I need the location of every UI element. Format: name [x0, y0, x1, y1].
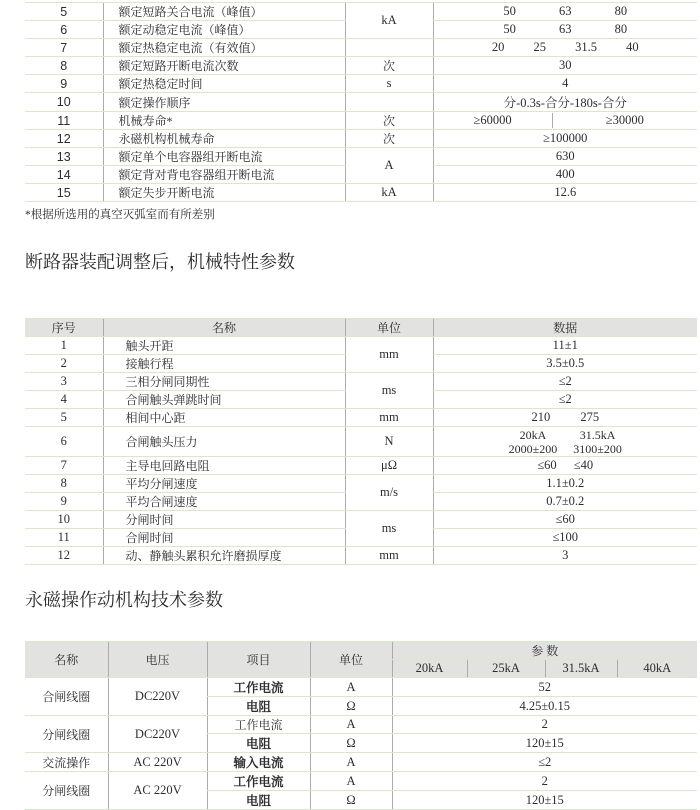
data-cell: 20 25 31.5 40 — [433, 39, 697, 57]
header-seq: 序号 — [25, 319, 103, 337]
unit-cell: 次 — [345, 112, 433, 130]
table-header-row — [25, 319, 697, 337]
name-cell: 触头开距 — [103, 337, 345, 355]
table-row — [25, 547, 697, 565]
data-cell-pressure — [433, 427, 697, 457]
data-cell: 1.1±0.2 — [433, 475, 697, 493]
header-param: 参数 — [392, 642, 697, 660]
unit-cell: m/s — [345, 475, 433, 511]
name-cell: 合闸时间 — [103, 529, 345, 547]
name-cell: 额定背对背电容器组开断电流 — [103, 166, 345, 184]
table-row — [25, 93, 697, 112]
seq-cell: 10 — [25, 93, 103, 112]
unit-cell: 次 — [345, 130, 433, 148]
seq-cell: 5 — [25, 3, 103, 21]
name-cell: 额定动稳定电流（峰值） — [103, 21, 345, 39]
name-cell: 机械寿命* — [103, 112, 345, 130]
item-cell: 电阻 — [207, 734, 310, 753]
table-row — [25, 3, 697, 21]
pressure-col1-value: 2000±200 — [508, 441, 558, 456]
unit-cell: A — [310, 753, 392, 772]
seq-cell: 3 — [25, 373, 103, 391]
name-cell: 额定操作顺序 — [103, 93, 345, 112]
pressure-col2-label: 31.5kA — [579, 427, 616, 442]
mech-table — [25, 318, 697, 565]
table-row — [25, 373, 697, 391]
unit-cell: μΩ — [345, 457, 433, 475]
unit-cell: kA — [345, 184, 433, 202]
unit-cell: ms — [345, 511, 433, 547]
unit-cell-empty — [345, 93, 433, 112]
ratings-table — [25, 2, 697, 202]
item-cell: 工作电流 — [207, 678, 310, 697]
coil-name-cell: 交流操作 — [25, 753, 108, 772]
table-row — [25, 678, 697, 697]
subheader-31ka: 31.5kA — [545, 660, 617, 678]
mech-life-left: ≥60000 — [473, 113, 512, 127]
name-cell: 相间中心距 — [103, 409, 345, 427]
value-cell: 4.25±0.15 — [392, 697, 697, 716]
unit-cell: mm — [345, 409, 433, 427]
value-cell: 2 — [392, 716, 697, 734]
name-cell: 合闸触头压力 — [103, 427, 345, 457]
heading-magnet-params: 永磁操作动机构技术参数 — [25, 590, 223, 610]
seq-cell: 12 — [25, 130, 103, 148]
unit-cell: A — [345, 148, 433, 184]
subheader-20ka: 20kA — [392, 660, 467, 678]
value-cell: 2 — [392, 772, 697, 791]
data-cell: 30 — [433, 57, 697, 75]
name-cell: 主导电回路电阻 — [103, 457, 345, 475]
seq-cell: 5 — [25, 409, 103, 427]
subheader-25ka: 25kA — [467, 660, 545, 678]
header-name: 名称 — [103, 319, 345, 337]
value-cell: ≤2 — [392, 753, 697, 772]
seq-cell: 10 — [25, 511, 103, 529]
name-cell: 合闸触头弹跳时间 — [103, 391, 345, 409]
name-cell: 额定热稳定时间 — [103, 75, 345, 93]
item-cell: 工作电流 — [207, 716, 310, 734]
value-cell: 120±15 — [392, 734, 697, 753]
value-cell: 52 — [392, 678, 697, 697]
table-row — [25, 130, 697, 148]
header-name: 名称 — [25, 642, 108, 678]
data-cell: 0.7±0.2 — [433, 493, 697, 511]
coil-name-cell: 分闸线圈 — [25, 716, 108, 753]
header-unit: 单位 — [345, 319, 433, 337]
seq-cell: 6 — [25, 427, 103, 457]
name-cell: 三相分闸同期性 — [103, 373, 345, 391]
coil-name-cell: 分闸线圈 — [25, 772, 108, 810]
name-cell: 额定热稳定电流（有效值） — [103, 39, 345, 57]
header-item: 项目 — [207, 642, 310, 678]
data-cell: ≤2 — [433, 373, 697, 391]
seq-cell: 7 — [25, 457, 103, 475]
table-row — [25, 716, 697, 734]
table-row — [25, 753, 697, 772]
seq-cell: 15 — [25, 184, 103, 202]
table-row — [25, 457, 697, 475]
name-cell: 额定单个电容器组开断电流 — [103, 148, 345, 166]
pressure-col1-label: 20kA — [519, 427, 547, 442]
table-row — [25, 337, 697, 355]
unit-cell: s — [345, 75, 433, 93]
seq-cell: 11 — [25, 112, 103, 130]
voltage-cell: AC 220V — [108, 753, 207, 772]
data-cell: 分-0.3s-合分-180s-合分 — [433, 93, 697, 112]
seq-cell: 14 — [25, 166, 103, 184]
data-cell-split — [433, 112, 697, 130]
name-cell: 分闸时间 — [103, 511, 345, 529]
coil-name-cell: 合闸线圈 — [25, 678, 108, 716]
header-voltage: 电压 — [108, 642, 207, 678]
seq-cell: 7 — [25, 39, 103, 57]
seq-cell: 11 — [25, 529, 103, 547]
magnet-table — [25, 641, 697, 810]
footnote: *根据所选用的真空灭弧室而有所差别 — [25, 209, 215, 221]
unit-cell: A — [310, 678, 392, 697]
unit-cell: ms — [345, 373, 433, 409]
data-cell: 3.5±0.5 — [433, 355, 697, 373]
seq-cell: 8 — [25, 475, 103, 493]
item-cell: 工作电流 — [207, 772, 310, 791]
item-cell: 电阻 — [207, 791, 310, 810]
name-cell: 额定短路开断电流次数 — [103, 57, 345, 75]
data-cell: 3 — [433, 547, 697, 565]
unit-cell: Ω — [310, 734, 392, 753]
table-row — [25, 427, 697, 457]
table-row — [25, 112, 697, 130]
mech-life-right: ≥30000 — [552, 113, 697, 128]
unit-cell: kA — [345, 3, 433, 39]
unit-cell: N — [345, 427, 433, 457]
name-cell: 接触行程 — [103, 355, 345, 373]
subheader-40ka: 40kA — [617, 660, 697, 678]
item-cell: 电阻 — [207, 697, 310, 716]
table-row — [25, 39, 697, 57]
seq-cell: 12 — [25, 547, 103, 565]
data-cell: 50 63 80 — [433, 21, 697, 39]
table-header-row — [25, 642, 697, 660]
voltage-cell: DC220V — [108, 678, 207, 716]
table-row — [25, 511, 697, 529]
data-cell: ≤60 — [433, 511, 697, 529]
unit-cell: mm — [345, 547, 433, 565]
data-cell: 630 — [433, 148, 697, 166]
voltage-cell: DC220V — [108, 716, 207, 753]
unit-cell: 次 — [345, 57, 433, 75]
unit-cell: A — [310, 716, 392, 734]
table-row — [25, 409, 697, 427]
item-cell: 输入电流 — [207, 753, 310, 772]
pressure-col2-value: 3100±200 — [573, 441, 622, 456]
name-cell: 永磁机构机械寿命 — [103, 130, 345, 148]
unit-cell-empty — [345, 39, 433, 57]
unit-cell: A — [310, 772, 392, 791]
data-cell: 4 — [433, 75, 697, 93]
voltage-cell: AC 220V — [108, 772, 207, 810]
name-cell: 平均分闸速度 — [103, 475, 345, 493]
seq-cell: 1 — [25, 337, 103, 355]
seq-cell: 8 — [25, 57, 103, 75]
seq-cell: 9 — [25, 75, 103, 93]
header-data: 数据 — [433, 319, 697, 337]
seq-cell: 2 — [25, 355, 103, 373]
data-cell: 210 275 — [433, 409, 697, 427]
name-cell: 平均合闸速度 — [103, 493, 345, 511]
data-cell: 50 63 80 — [433, 3, 697, 21]
table-row — [25, 148, 697, 166]
table-row — [25, 75, 697, 93]
table-row — [25, 57, 697, 75]
data-cell: 400 — [433, 166, 697, 184]
seq-cell: 4 — [25, 391, 103, 409]
data-cell: ≤100 — [433, 529, 697, 547]
data-cell: ≤2 — [433, 391, 697, 409]
name-cell: 额定短路关合电流（峰值） — [103, 3, 345, 21]
unit-cell: Ω — [310, 697, 392, 716]
header-unit: 单位 — [310, 642, 392, 678]
seq-cell: 13 — [25, 148, 103, 166]
table-row — [25, 772, 697, 791]
unit-cell: mm — [345, 337, 433, 373]
heading-mech-params: 断路器装配调整后，机械特性参数 — [25, 252, 295, 272]
name-cell: 额定失步开断电流 — [103, 184, 345, 202]
table-row — [25, 184, 697, 202]
unit-cell: Ω — [310, 791, 392, 810]
name-cell: 动、静触头累积允许磨损厚度 — [103, 547, 345, 565]
data-cell: ≥100000 — [433, 130, 697, 148]
data-cell: ≤60 ≤40 — [433, 457, 697, 475]
table-row — [25, 475, 697, 493]
data-cell: 11±1 — [433, 337, 697, 355]
seq-cell: 6 — [25, 21, 103, 39]
value-cell: 120±15 — [392, 791, 697, 810]
seq-cell: 9 — [25, 493, 103, 511]
data-cell: 12.6 — [433, 184, 697, 202]
